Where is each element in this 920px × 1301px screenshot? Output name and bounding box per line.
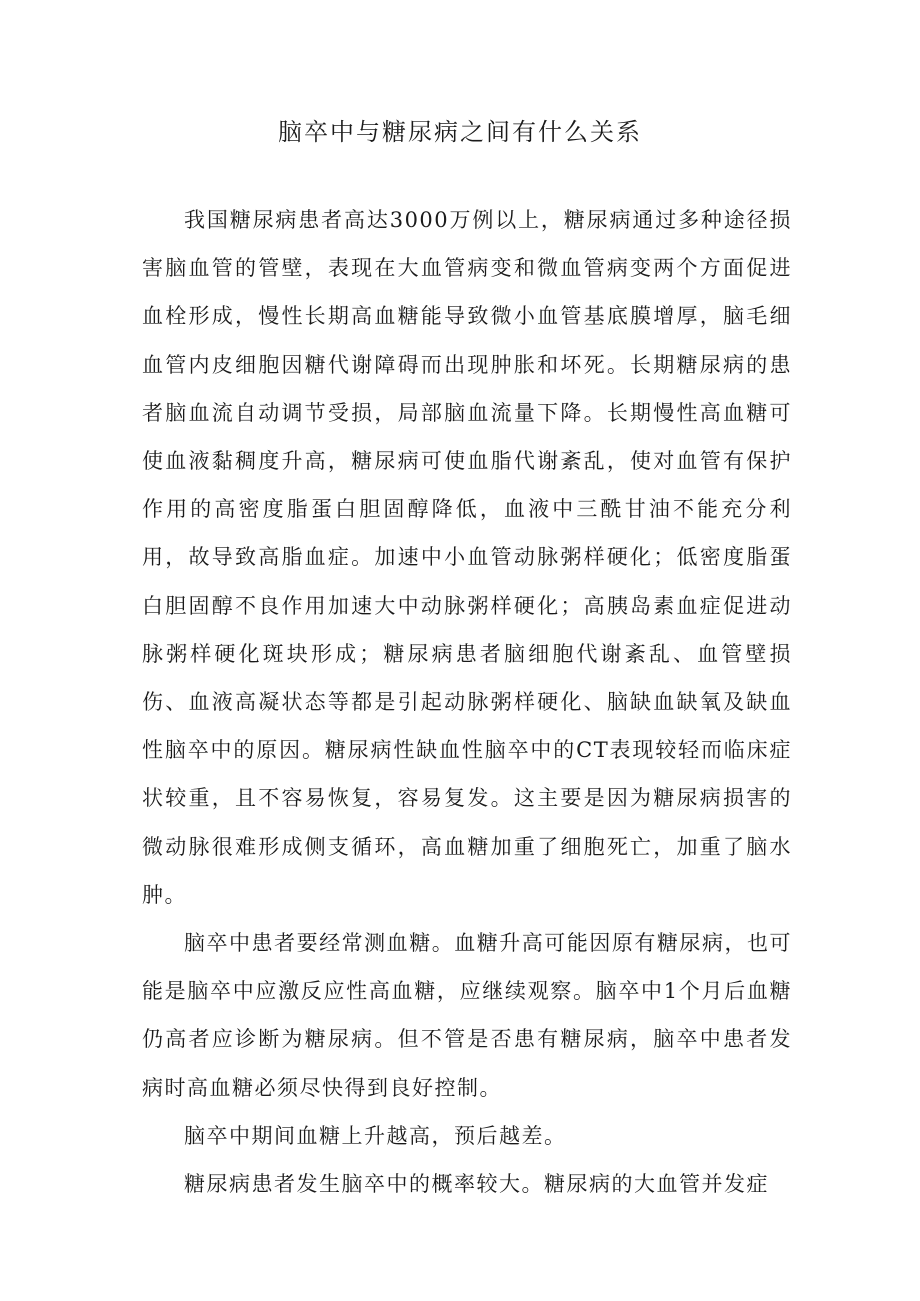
paragraph: 脑卒中期间血糖上升越高，预后越差。 bbox=[184, 1123, 567, 1148]
paragraph: 我国糖尿病患者高达3000万例以上，糖尿病通过多种途径损害脑血管的管壁，表现在大血管病变和微血管病变两个方面促进血栓形成，慢性长期高血糖能导致微小血管基底膜增厚，脑毛细血管内皮细胞因糖代谢障碍而出现肿胀和坏死。长期糖尿病的患者脑血流自动调节受损，局部脑血流量下降。长期慢性高血糖可使血液黏稠度升高，糖尿病可使血脂代谢紊乱，使对血管有保护作用的高密度脂蛋白胆固醇降低，血液中三酰甘油不能充分利用，故导致高脂血症。加速中小血管动脉粥样硬化；低密度脂蛋白胆固醇不良作用加速大中动脉粥样硬化；高胰岛素血症促进动脉粥样硬化斑块形成；糖尿病患者脑细胞代谢紊乱、血管壁损伤、血液高凝状态等都是引起动脉粥样硬化、脑缺血缺氧及缺血性脑卒中的原因。糖尿病性缺血性脑卒中的CT表现较轻而临床症状较重，且不容易恢复，容易复发。这主要是因为糖尿病损害的微动脉很难形成侧支循环，高血糖加重了细胞死亡，加重了脑水肿。 bbox=[142, 208, 792, 907]
document-body bbox=[142, 196, 792, 1208]
document-title: 脑卒中与糖尿病之间有什么关系 bbox=[278, 118, 642, 146]
paragraph: 脑卒中患者要经常测血糖。血糖升高可能因原有糖尿病，也可能是脑卒中应激反应性高血糖，应继续观察。脑卒中1个月后血糖仍高者应诊断为糖尿病。但不管是否患有糖尿病，脑卒中患者发病时高血糖必须尽快得到良好控制。 bbox=[142, 931, 792, 1100]
paragraph: 糖尿病患者发生脑卒中的概率较大。糖尿病的大血管并发症 bbox=[184, 1172, 769, 1197]
